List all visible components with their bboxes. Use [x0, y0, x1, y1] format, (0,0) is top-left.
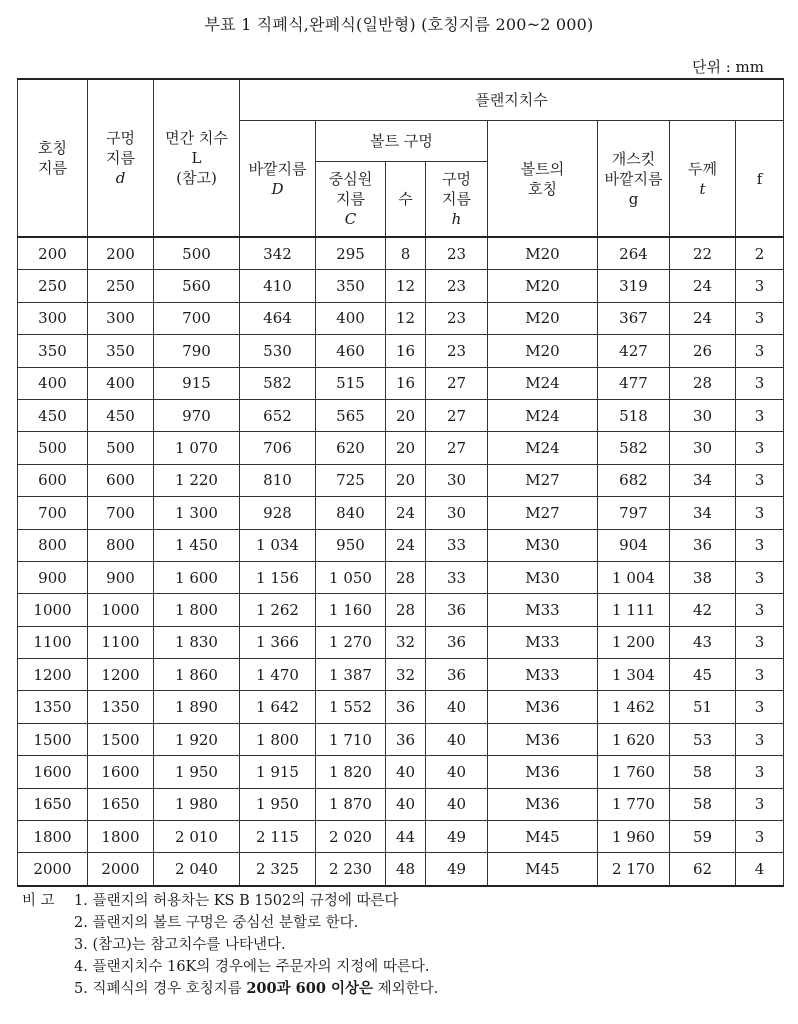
cell-pcd: 620 — [316, 432, 386, 464]
cell-bolt-size: M36 — [488, 723, 598, 755]
cell-gasket-outer: 904 — [598, 529, 670, 561]
table-row — [18, 335, 784, 367]
cell-gasket-outer: 1 200 — [598, 626, 670, 658]
cell-nominal: 1600 — [18, 756, 88, 788]
cell-hole-diameter: 36 — [426, 594, 488, 626]
cell-f: 3 — [736, 432, 784, 464]
cell-outer-diameter: 1 366 — [240, 626, 316, 658]
cell-bore: 1000 — [88, 594, 154, 626]
cell-pcd: 1 870 — [316, 788, 386, 820]
cell-nominal: 500 — [18, 432, 88, 464]
header-f: f — [736, 121, 784, 238]
note-row — [22, 912, 438, 934]
cell-outer-diameter: 2 325 — [240, 853, 316, 886]
cell-f: 3 — [736, 659, 784, 691]
cell-bolt-size: M36 — [488, 788, 598, 820]
cell-bore: 500 — [88, 432, 154, 464]
table-row — [18, 821, 784, 853]
cell-pcd: 515 — [316, 367, 386, 399]
cell-nominal: 2000 — [18, 853, 88, 886]
cell-hole-count: 16 — [386, 335, 426, 367]
cell-nominal: 1200 — [18, 659, 88, 691]
cell-hole-count: 8 — [386, 237, 426, 270]
cell-hole-diameter: 23 — [426, 270, 488, 302]
cell-hole-diameter: 27 — [426, 432, 488, 464]
cell-thickness: 42 — [670, 594, 736, 626]
cell-f: 3 — [736, 561, 784, 593]
cell-face-to-face: 1 980 — [154, 788, 240, 820]
cell-bolt-size: M36 — [488, 691, 598, 723]
note-item: 제외한다. — [373, 981, 439, 997]
table-row — [18, 270, 784, 302]
cell-hole-count: 24 — [386, 497, 426, 529]
cell-hole-count: 32 — [386, 659, 426, 691]
cell-face-to-face: 1 830 — [154, 626, 240, 658]
cell-bolt-size: M24 — [488, 432, 598, 464]
cell-nominal: 250 — [18, 270, 88, 302]
cell-outer-diameter: 464 — [240, 302, 316, 334]
note-item: 3. (참고)는 참고치수를 나타낸다. — [74, 937, 286, 953]
table-row — [18, 497, 784, 529]
table-row — [18, 529, 784, 561]
header-face-to-face: 면간 치수 L (참고) — [154, 79, 240, 237]
cell-pcd: 350 — [316, 270, 386, 302]
cell-bolt-size: M24 — [488, 367, 598, 399]
cell-thickness: 58 — [670, 756, 736, 788]
cell-bore: 1350 — [88, 691, 154, 723]
cell-face-to-face: 2 010 — [154, 821, 240, 853]
cell-f: 3 — [736, 399, 784, 431]
cell-gasket-outer: 264 — [598, 237, 670, 270]
cell-f: 2 — [736, 237, 784, 270]
note-item: 4. 플랜지치수 16K의 경우에는 주문자의 지정에 따른다. — [74, 959, 430, 975]
cell-gasket-outer: 1 960 — [598, 821, 670, 853]
cell-bolt-size: M33 — [488, 659, 598, 691]
header-bore: 구멍 지름 d — [88, 79, 154, 237]
cell-hole-diameter: 49 — [426, 853, 488, 886]
cell-bore: 300 — [88, 302, 154, 334]
cell-hole-diameter: 36 — [426, 659, 488, 691]
cell-bolt-size: M30 — [488, 561, 598, 593]
table-row — [18, 788, 784, 820]
cell-hole-diameter: 40 — [426, 691, 488, 723]
note-row — [22, 934, 438, 956]
cell-f: 3 — [736, 529, 784, 561]
cell-outer-diameter: 1 262 — [240, 594, 316, 626]
cell-hole-diameter: 40 — [426, 788, 488, 820]
cell-gasket-outer: 427 — [598, 335, 670, 367]
cell-bolt-size: M33 — [488, 594, 598, 626]
table-row — [18, 594, 784, 626]
table-row — [18, 756, 784, 788]
cell-bolt-size: M33 — [488, 626, 598, 658]
cell-hole-count: 40 — [386, 788, 426, 820]
cell-outer-diameter: 810 — [240, 464, 316, 496]
cell-hole-count: 20 — [386, 464, 426, 496]
cell-face-to-face: 500 — [154, 237, 240, 270]
cell-bolt-size: M24 — [488, 399, 598, 431]
cell-nominal: 350 — [18, 335, 88, 367]
cell-outer-diameter: 928 — [240, 497, 316, 529]
cell-hole-count: 44 — [386, 821, 426, 853]
cell-face-to-face: 560 — [154, 270, 240, 302]
cell-bore: 250 — [88, 270, 154, 302]
note-item: 5. 직폐식의 경우 호칭지름 — [74, 981, 247, 997]
cell-face-to-face: 700 — [154, 302, 240, 334]
cell-hole-diameter: 30 — [426, 464, 488, 496]
cell-face-to-face: 1 450 — [154, 529, 240, 561]
cell-hole-count: 32 — [386, 626, 426, 658]
cell-pcd: 460 — [316, 335, 386, 367]
cell-outer-diameter: 1 470 — [240, 659, 316, 691]
table-row — [18, 853, 784, 886]
cell-hole-diameter: 36 — [426, 626, 488, 658]
cell-nominal: 600 — [18, 464, 88, 496]
cell-nominal: 800 — [18, 529, 88, 561]
cell-nominal: 1800 — [18, 821, 88, 853]
table-row — [18, 367, 784, 399]
notes-lead: 비 고 — [22, 893, 55, 909]
cell-pcd: 2 230 — [316, 853, 386, 886]
cell-hole-count: 36 — [386, 723, 426, 755]
cell-bore: 800 — [88, 529, 154, 561]
cell-thickness: 22 — [670, 237, 736, 270]
cell-nominal: 1650 — [18, 788, 88, 820]
cell-face-to-face: 970 — [154, 399, 240, 431]
cell-outer-diameter: 530 — [240, 335, 316, 367]
cell-bore: 1600 — [88, 756, 154, 788]
cell-gasket-outer: 582 — [598, 432, 670, 464]
cell-thickness: 24 — [670, 302, 736, 334]
header-flange-dimensions: 플랜지치수 — [240, 79, 784, 121]
cell-bolt-size: M20 — [488, 237, 598, 270]
cell-bolt-size: M30 — [488, 529, 598, 561]
cell-face-to-face: 1 920 — [154, 723, 240, 755]
cell-hole-diameter: 27 — [426, 399, 488, 431]
cell-pcd: 295 — [316, 237, 386, 270]
cell-face-to-face: 1 890 — [154, 691, 240, 723]
header-pcd: 중심원 지름 C — [316, 162, 386, 238]
cell-hole-count: 12 — [386, 270, 426, 302]
note-item-bold: 200과 600 이상은 — [246, 980, 374, 997]
cell-f: 3 — [736, 367, 784, 399]
cell-outer-diameter: 1 156 — [240, 561, 316, 593]
cell-f: 4 — [736, 853, 784, 886]
cell-nominal: 1500 — [18, 723, 88, 755]
cell-thickness: 59 — [670, 821, 736, 853]
cell-f: 3 — [736, 821, 784, 853]
cell-thickness: 30 — [670, 432, 736, 464]
cell-f: 3 — [736, 594, 784, 626]
cell-bore: 450 — [88, 399, 154, 431]
cell-hole-count: 20 — [386, 399, 426, 431]
cell-thickness: 51 — [670, 691, 736, 723]
table-row — [18, 626, 784, 658]
cell-hole-count: 24 — [386, 529, 426, 561]
header-bolt-holes: 볼트 구멍 — [316, 121, 488, 162]
cell-face-to-face: 1 800 — [154, 594, 240, 626]
cell-bolt-size: M20 — [488, 302, 598, 334]
cell-thickness: 26 — [670, 335, 736, 367]
cell-f: 3 — [736, 788, 784, 820]
header-thickness: 두께 t — [670, 121, 736, 238]
table-row — [18, 723, 784, 755]
cell-hole-diameter: 49 — [426, 821, 488, 853]
cell-thickness: 62 — [670, 853, 736, 886]
cell-outer-diameter: 706 — [240, 432, 316, 464]
cell-bolt-size: M45 — [488, 853, 598, 886]
header-hole-diameter: 구멍 지름 h — [426, 162, 488, 238]
cell-hole-count: 16 — [386, 367, 426, 399]
cell-pcd: 1 710 — [316, 723, 386, 755]
cell-gasket-outer: 1 111 — [598, 594, 670, 626]
header-nominal: 호칭 지름 — [18, 79, 88, 237]
cell-gasket-outer: 1 462 — [598, 691, 670, 723]
cell-gasket-outer: 1 004 — [598, 561, 670, 593]
header-gasket-outer: 개스킷 바깥지름 g — [598, 121, 670, 238]
cell-bore: 400 — [88, 367, 154, 399]
cell-f: 3 — [736, 497, 784, 529]
cell-outer-diameter: 342 — [240, 237, 316, 270]
cell-pcd: 1 387 — [316, 659, 386, 691]
cell-outer-diameter: 1 950 — [240, 788, 316, 820]
cell-gasket-outer: 319 — [598, 270, 670, 302]
cell-thickness: 28 — [670, 367, 736, 399]
cell-outer-diameter: 410 — [240, 270, 316, 302]
cell-bore: 200 — [88, 237, 154, 270]
cell-thickness: 30 — [670, 399, 736, 431]
cell-pcd: 565 — [316, 399, 386, 431]
cell-pcd: 1 160 — [316, 594, 386, 626]
cell-thickness: 36 — [670, 529, 736, 561]
cell-hole-count: 28 — [386, 594, 426, 626]
cell-bore: 700 — [88, 497, 154, 529]
cell-nominal: 1100 — [18, 626, 88, 658]
cell-f: 3 — [736, 723, 784, 755]
cell-hole-count: 28 — [386, 561, 426, 593]
cell-gasket-outer: 518 — [598, 399, 670, 431]
cell-pcd: 2 020 — [316, 821, 386, 853]
table-row — [18, 432, 784, 464]
cell-gasket-outer: 1 304 — [598, 659, 670, 691]
table-row — [18, 691, 784, 723]
cell-hole-diameter: 33 — [426, 529, 488, 561]
cell-hole-count: 20 — [386, 432, 426, 464]
cell-bolt-size: M27 — [488, 497, 598, 529]
cell-face-to-face: 915 — [154, 367, 240, 399]
cell-hole-diameter: 40 — [426, 723, 488, 755]
cell-hole-diameter: 40 — [426, 756, 488, 788]
note-row — [22, 978, 438, 1000]
cell-pcd: 840 — [316, 497, 386, 529]
cell-bore: 350 — [88, 335, 154, 367]
cell-hole-diameter: 27 — [426, 367, 488, 399]
table-row — [18, 399, 784, 431]
cell-gasket-outer: 477 — [598, 367, 670, 399]
cell-thickness: 45 — [670, 659, 736, 691]
cell-gasket-outer: 1 620 — [598, 723, 670, 755]
header-hole-count: 수 — [386, 162, 426, 238]
cell-outer-diameter: 582 — [240, 367, 316, 399]
cell-f: 3 — [736, 626, 784, 658]
note-item: 2. 플랜지의 볼트 구멍은 중심선 분할로 한다. — [74, 915, 359, 931]
unit-label: 단위 : mm — [691, 58, 764, 76]
cell-nominal: 1350 — [18, 691, 88, 723]
table-row — [18, 561, 784, 593]
cell-thickness: 34 — [670, 497, 736, 529]
note-item: 1. 플랜지의 허용차는 KS B 1502의 규정에 따른다 — [74, 893, 399, 909]
cell-outer-diameter: 1 915 — [240, 756, 316, 788]
cell-f: 3 — [736, 691, 784, 723]
cell-outer-diameter: 2 115 — [240, 821, 316, 853]
cell-gasket-outer: 1 760 — [598, 756, 670, 788]
notes — [22, 890, 438, 1000]
cell-gasket-outer: 367 — [598, 302, 670, 334]
cell-hole-diameter: 23 — [426, 335, 488, 367]
table-title: 부표 1 직폐식,완폐식(일반형) (호칭지름 200~2 000) — [204, 15, 594, 34]
cell-thickness: 24 — [670, 270, 736, 302]
cell-pcd: 1 820 — [316, 756, 386, 788]
cell-hole-diameter: 30 — [426, 497, 488, 529]
cell-bolt-size: M45 — [488, 821, 598, 853]
cell-outer-diameter: 1 800 — [240, 723, 316, 755]
flange-dimension-table — [17, 78, 784, 887]
cell-nominal: 700 — [18, 497, 88, 529]
cell-outer-diameter: 1 034 — [240, 529, 316, 561]
cell-face-to-face: 1 300 — [154, 497, 240, 529]
header-outer-diameter: 바깥지름 D — [240, 121, 316, 238]
cell-nominal: 300 — [18, 302, 88, 334]
cell-face-to-face: 1 950 — [154, 756, 240, 788]
cell-f: 3 — [736, 335, 784, 367]
cell-pcd: 950 — [316, 529, 386, 561]
cell-bore: 1650 — [88, 788, 154, 820]
table-row — [18, 237, 784, 270]
cell-pcd: 400 — [316, 302, 386, 334]
note-row — [22, 890, 438, 912]
cell-bolt-size: M20 — [488, 335, 598, 367]
cell-thickness: 43 — [670, 626, 736, 658]
table-row — [18, 659, 784, 691]
cell-hole-diameter: 23 — [426, 302, 488, 334]
cell-f: 3 — [736, 464, 784, 496]
cell-face-to-face: 1 860 — [154, 659, 240, 691]
cell-gasket-outer: 2 170 — [598, 853, 670, 886]
cell-pcd: 1 050 — [316, 561, 386, 593]
cell-hole-count: 12 — [386, 302, 426, 334]
cell-pcd: 1 270 — [316, 626, 386, 658]
cell-bore: 1800 — [88, 821, 154, 853]
cell-f: 3 — [736, 756, 784, 788]
cell-nominal: 900 — [18, 561, 88, 593]
cell-hole-diameter: 33 — [426, 561, 488, 593]
cell-bore: 1100 — [88, 626, 154, 658]
cell-nominal: 1000 — [18, 594, 88, 626]
cell-gasket-outer: 682 — [598, 464, 670, 496]
cell-pcd: 725 — [316, 464, 386, 496]
cell-bore: 1500 — [88, 723, 154, 755]
cell-outer-diameter: 652 — [240, 399, 316, 431]
table-row — [18, 464, 784, 496]
cell-gasket-outer: 797 — [598, 497, 670, 529]
cell-face-to-face: 1 600 — [154, 561, 240, 593]
cell-bore: 2000 — [88, 853, 154, 886]
cell-face-to-face: 790 — [154, 335, 240, 367]
cell-bolt-size: M20 — [488, 270, 598, 302]
cell-face-to-face: 2 040 — [154, 853, 240, 886]
cell-hole-count: 48 — [386, 853, 426, 886]
cell-bolt-size: M36 — [488, 756, 598, 788]
cell-bolt-size: M27 — [488, 464, 598, 496]
table-body — [18, 237, 784, 886]
cell-thickness: 38 — [670, 561, 736, 593]
cell-nominal: 400 — [18, 367, 88, 399]
cell-thickness: 53 — [670, 723, 736, 755]
cell-nominal: 200 — [18, 237, 88, 270]
cell-bore: 1200 — [88, 659, 154, 691]
cell-hole-count: 36 — [386, 691, 426, 723]
note-row — [22, 956, 438, 978]
cell-face-to-face: 1 220 — [154, 464, 240, 496]
cell-bore: 600 — [88, 464, 154, 496]
header-bolt-size: 볼트의 호칭 — [488, 121, 598, 238]
cell-hole-diameter: 23 — [426, 237, 488, 270]
cell-thickness: 34 — [670, 464, 736, 496]
cell-pcd: 1 552 — [316, 691, 386, 723]
cell-outer-diameter: 1 642 — [240, 691, 316, 723]
cell-thickness: 58 — [670, 788, 736, 820]
cell-nominal: 450 — [18, 399, 88, 431]
cell-bore: 900 — [88, 561, 154, 593]
table-row — [18, 302, 784, 334]
cell-hole-count: 40 — [386, 756, 426, 788]
cell-f: 3 — [736, 302, 784, 334]
cell-gasket-outer: 1 770 — [598, 788, 670, 820]
cell-f: 3 — [736, 270, 784, 302]
cell-face-to-face: 1 070 — [154, 432, 240, 464]
